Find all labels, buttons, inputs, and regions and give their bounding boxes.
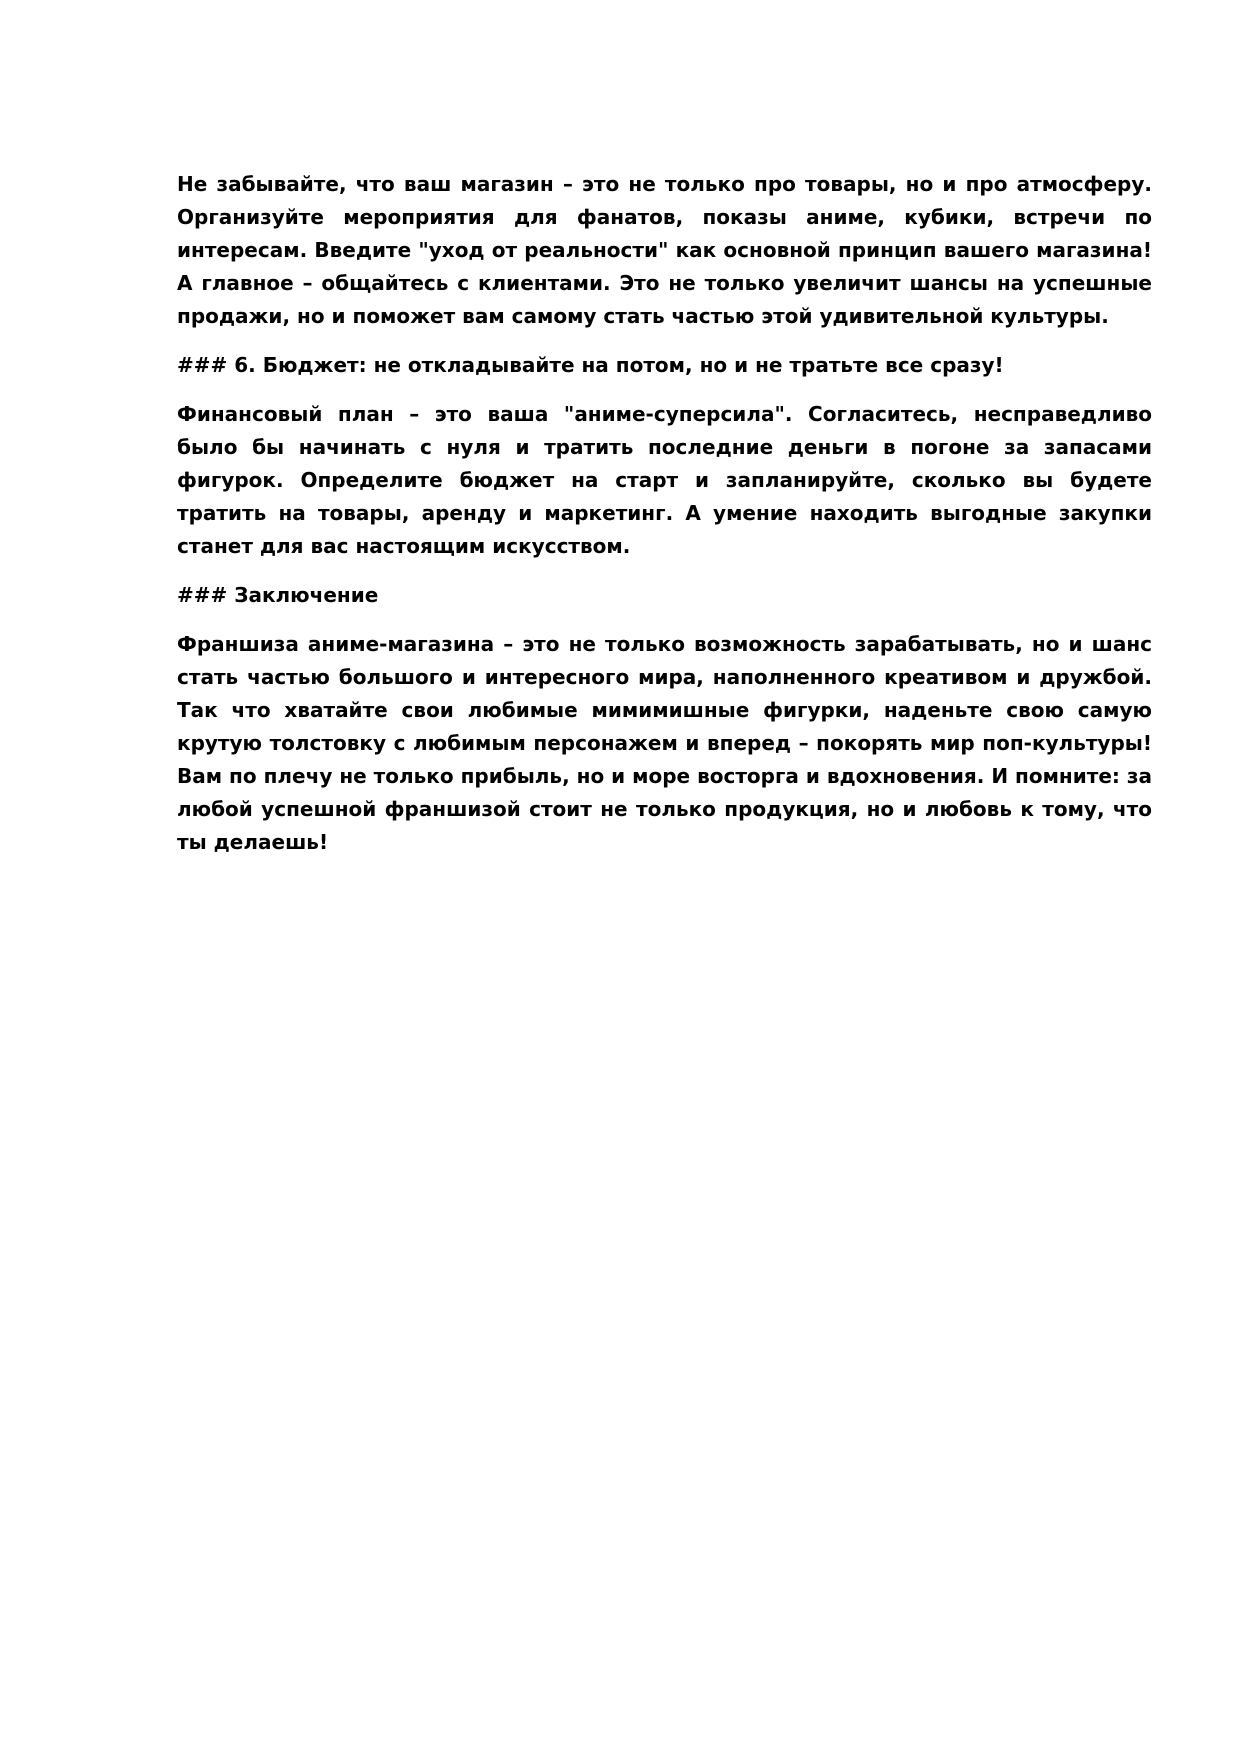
paragraph-conclusion: Франшиза аниме-магазина – это не только возможность зарабатывать, но и шанс стать частью большого и интересного мира, наполненного креативом и дружбой. Так что хватайте свои любимые мимимишные фигурки, наденьте свою самую крутую толстовку с любимым персонажем и вперед – покорять мир поп-культуры! Вам по плечу не только прибыль, но и море восторга и вдохновения. И помните: за любой успешной франшизой стоит не только продукция, но и любовь к тому, что ты делаешь! <box>177 632 1152 854</box>
heading-budget: ### 6. Бюджет: не откладывайте на потом, но и не тратьте все сразу! <box>177 353 1004 377</box>
paragraph-financial-plan: Финансовый план – это ваша "аниме-суперсила". Согласитесь, несправедливо было бы начинать с нуля и тратить последние деньги в погоне за запасами фигурок. Определите бюджет на старт и запланируйте, сколько вы будете тратить на товары, аренду и маркетинг. А умение находить выгодные закупки станет для вас настоящим искусством. <box>177 402 1152 558</box>
heading-conclusion: ### Заключение <box>177 583 379 607</box>
paragraph-atmosphere: Не забывайте, что ваш магазин – это не только про товары, но и про атмосферу. Организуйте мероприятия для фанатов, показы аниме, кубики, встречи по интересам. Введите "уход от реальности" как основной принцип вашего магазина! А главное – общайтесь с клиентами. Это не только увеличит шансы на успешные продажи, но и поможет вам самому стать частью этой удивительной культуры. <box>177 172 1152 328</box>
document-body <box>177 168 1152 875</box>
